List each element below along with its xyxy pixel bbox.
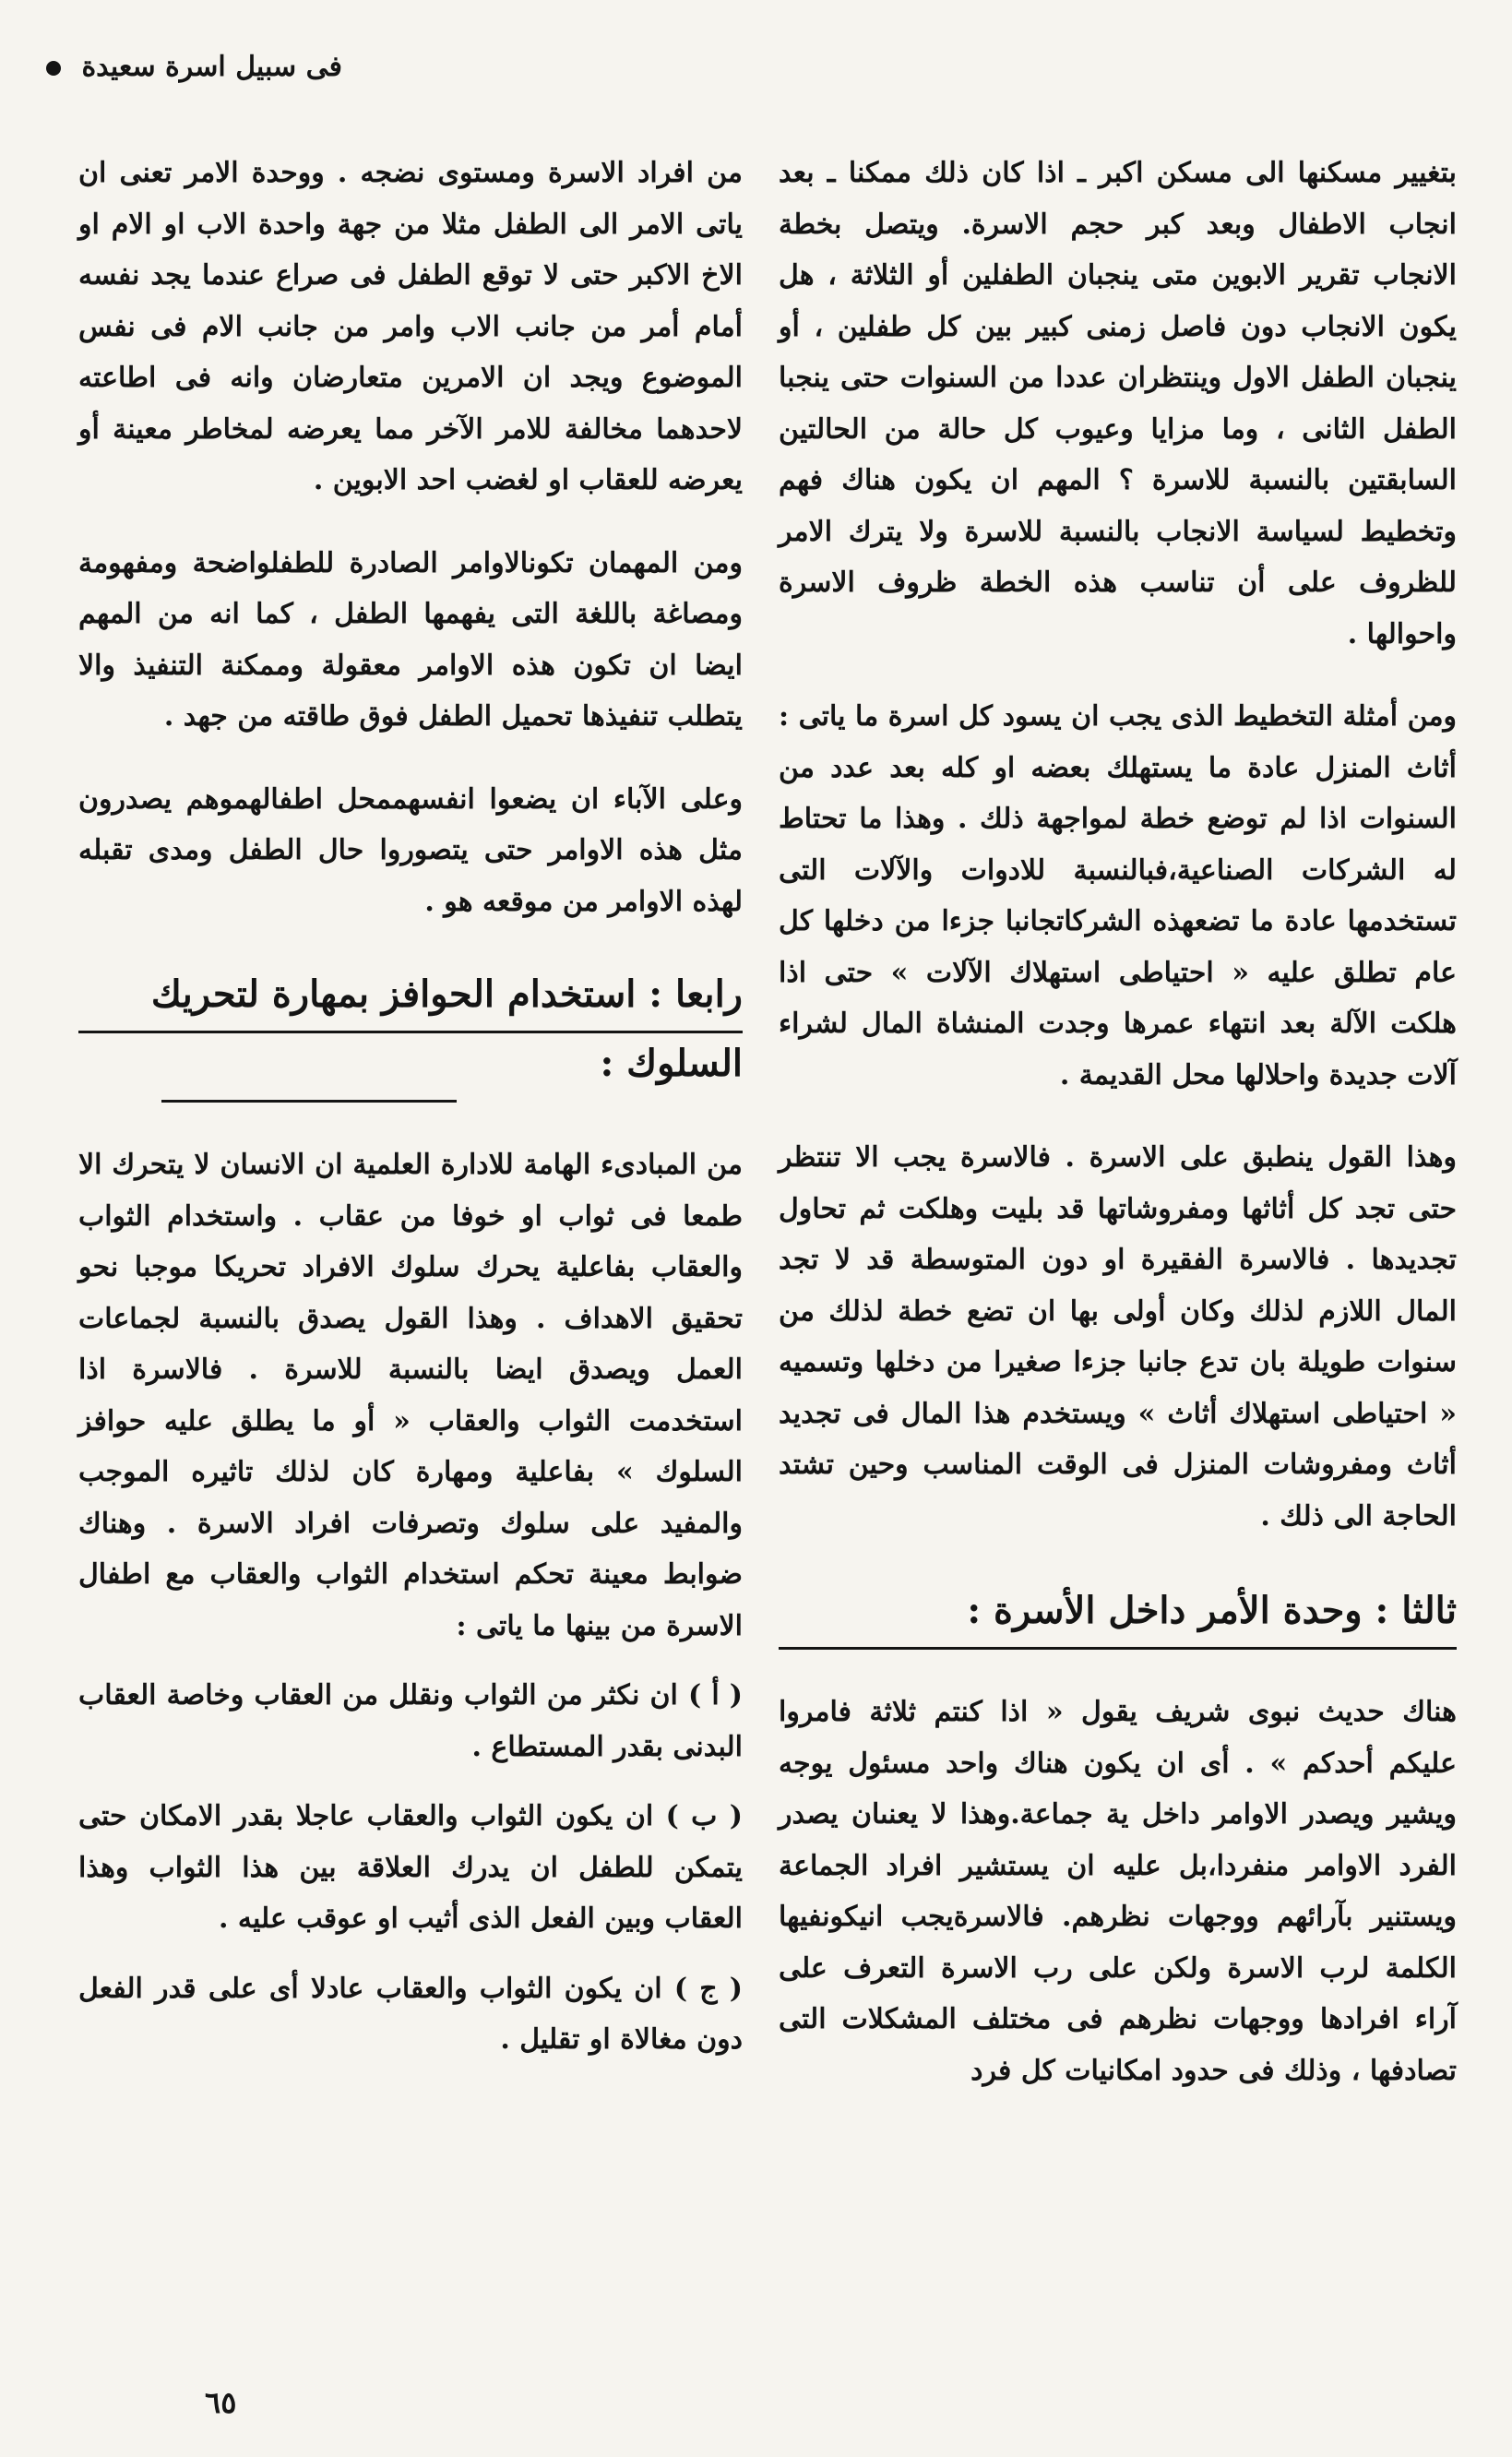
paragraph: بتغيير مسكنها الى مسكن اكبر ـ اذا كان ذلك ممكنا ـ بعد انجاب الاطفال وبعد كبر حجم الاسرة. ويتصل بخطة الانجاب تقرير الابوين متى ينجبان الطفلين أو الثلاثة ، هل يكون الانجاب دون فاصل زمنى كبير بين كل طفلين ، أو ينجبان الطفل الاول وينتظران عددا من السنوات حتى ينجبا الطفل الثانى ، وما مزايا وعيوب كل حالة من الحالتين السابقتين بالنسبة للاسرة ؟ المهم ان يكون هناك فهم وتخطيط لسياسة الانجاب بالنسبة للاسرة ولا يترك الامر للظروف على أن تناسب هذه الخطة ظروف الاسرة واحوالها .: [779, 157, 1457, 650]
list-item-c: ( ج ) ان يكون الثواب والعقاب عادلا أى على قدر الفعل دون مغالاة او تقليل .: [78, 1972, 743, 2056]
bullet-icon: [46, 61, 61, 76]
paragraph: ومن المهمان تكونالاوامر الصادرة للطفلواضحة ومفهومة ومصاغة باللغة التى يفهمها الطفل ، كما انه من المهم ايضا ان تكون هذه الاوامر معقولة وممكنة التنفيذ والا يتطلب تنفيذها تحميل الطفل فوق طاقته من جهد .: [78, 546, 743, 733]
left-column: [78, 148, 743, 2066]
heading-text-line2: السلوك :: [600, 1042, 743, 1085]
running-header: [46, 51, 342, 83]
paragraph: من المبادىء الهامة للادارة العلمية ان الانسان لا يتحرك الا طمعا فى ثواب او خوفا من عقاب . واستخدام الثواب والعقاب بفاعلية يحرك سلوك الافراد تحريكا موجبا نحو تحقيق الاهداف . وهذا القول يصدق بالنسبة لجماعات العمل ويصدق ايضا بالنسبة للاسرة . فالاسرة اذا استخدمت الثواب والعقاب « أو ما يطلق عليه حوافز السلوك » بفاعلية ومهارة كان لذلك تاثيره الموجب والمفيد على سلوك وتصرفات افراد الاسرة . وهناك ضوابط معينة تحكم استخدام الثواب والعقاب مع اطفال الاسرة من بينها ما ياتى :: [78, 1149, 743, 1642]
paragraph: هناك حديث نبوى شريف يقول « اذا كنتم ثلاثة فامروا عليكم أحدكم » . أى ان يكون هناك واحد مسئول يوجه ويشير ويصدر الاوامر داخل ية جماعة.وهذا لا يعنىان يصدر الفرد الاوامر منفردا،بل عليه ان يستشير افراد الجماعة ويستنير بآرائهم ووجهات نظرهم. فالاسرةيجب انيكونفيها الكلمة لرب الاسرة ولكن على رب الاسرة التعرف على آراء افرادها ووجهات نظرهم فى مختلف المشكلات التى تصادفها ، وذلك فى حدود امكانيات كل فرد: [779, 1696, 1457, 2087]
heading-underline: [779, 1647, 1457, 1650]
right-column: [779, 148, 1457, 2096]
paragraph: من افراد الاسرة ومستوى نضجه . ووحدة الامر تعنى ان ياتى الامر الى الطفل مثلا من جهة واحدة الاب او الام او الاخ الاكبر حتى لا توقع الطفل فى صراع عندما يجد نفسه أمام أمر من جانب الاب وامر من جانب الام فى نفس الموضوع ويجد ان الامرين متعارضان وانه فى اطاعته لاحدهما مخالفة للامر الآخر مما يعرضه لمخاطر معينة أو يعرضه للعقاب او لغضب احد الابوين .: [78, 157, 743, 496]
paragraph: وهذا القول ينطبق على الاسرة . فالاسرة يجب الا تنتظر حتى تجد كل أثاثها ومفروشاتها قد بليت وهلكت ثم تحاول تجديدها . فالاسرة الفقيرة او دون المتوسطة قد لا تجد المال اللازم لذلك وكان أولى بها ان تضع خطة لذلك من سنوات طويلة بان تدع جانبا جزءا صغيرا من دخلها وتسميه « احتياطى استهلاك أثاث » ويستخدم هذا المال فى تجديد أثاث ومفروشات المنزل فى الوقت المناسب وحين تشتد الحاجة الى ذلك .: [779, 1141, 1457, 1533]
page-number: ٦٥: [205, 2385, 237, 2420]
list-item-a: ( أ ) ان نكثر من الثواب ونقلل من العقاب وخاصة العقاب البدنى بقدر المستطاع .: [78, 1679, 743, 1763]
section-heading-3: [779, 1580, 1457, 1653]
heading-text-line1: رابعا : استخدام الحوافز بمهارة لتحريك: [150, 972, 743, 1016]
heading-underline-short: [161, 1100, 457, 1103]
list-item-b: ( ب ) ان يكون الثواب والعقاب عاجلا بقدر الامكان حتى يتمكن للطفل ان يدرك العلاقة بين هذا الثواب وهذا العقاب وبين الفعل الذى أثيب او عوقب عليه .: [78, 1800, 743, 1935]
heading-text: ثالثا : وحدة الأمر داخل الأسرة :: [967, 1589, 1457, 1632]
header-title: فى سبيل اسرة سعيدة: [81, 51, 342, 83]
paragraph: ومن أمثلة التخطيط الذى يجب ان يسود كل اسرة ما ياتى : أثاث المنزل عادة ما يستهلك بعضه او كله بعد عدد من السنوات اذا لم توضع خطة لمواجهة ذلك . وهذا ما تحتاط له الشركات الصناعية،فبالنسبة للادوات والآلات التى تستخدمها عادة ما تضعهذه الشركاتجانبا جزءا من دخلها كل عام تطلق عليه « احتياطى استهلاك الآلات » حتى اذا هلكت الآلة بعد انتهاء عمرها وجدت المنشاة المال لشراء آلات جديدة واحلالها محل القديمة .: [779, 700, 1457, 1091]
paragraph: وعلى الآباء ان يضعوا انفسهممحل اطفالهموهم يصدرون مثل هذه الاوامر حتى يتصوروا حال الطفل ومدى تقبله لهذه الاوامر من موقعه هو .: [78, 782, 743, 918]
section-heading-4: [78, 964, 743, 1106]
